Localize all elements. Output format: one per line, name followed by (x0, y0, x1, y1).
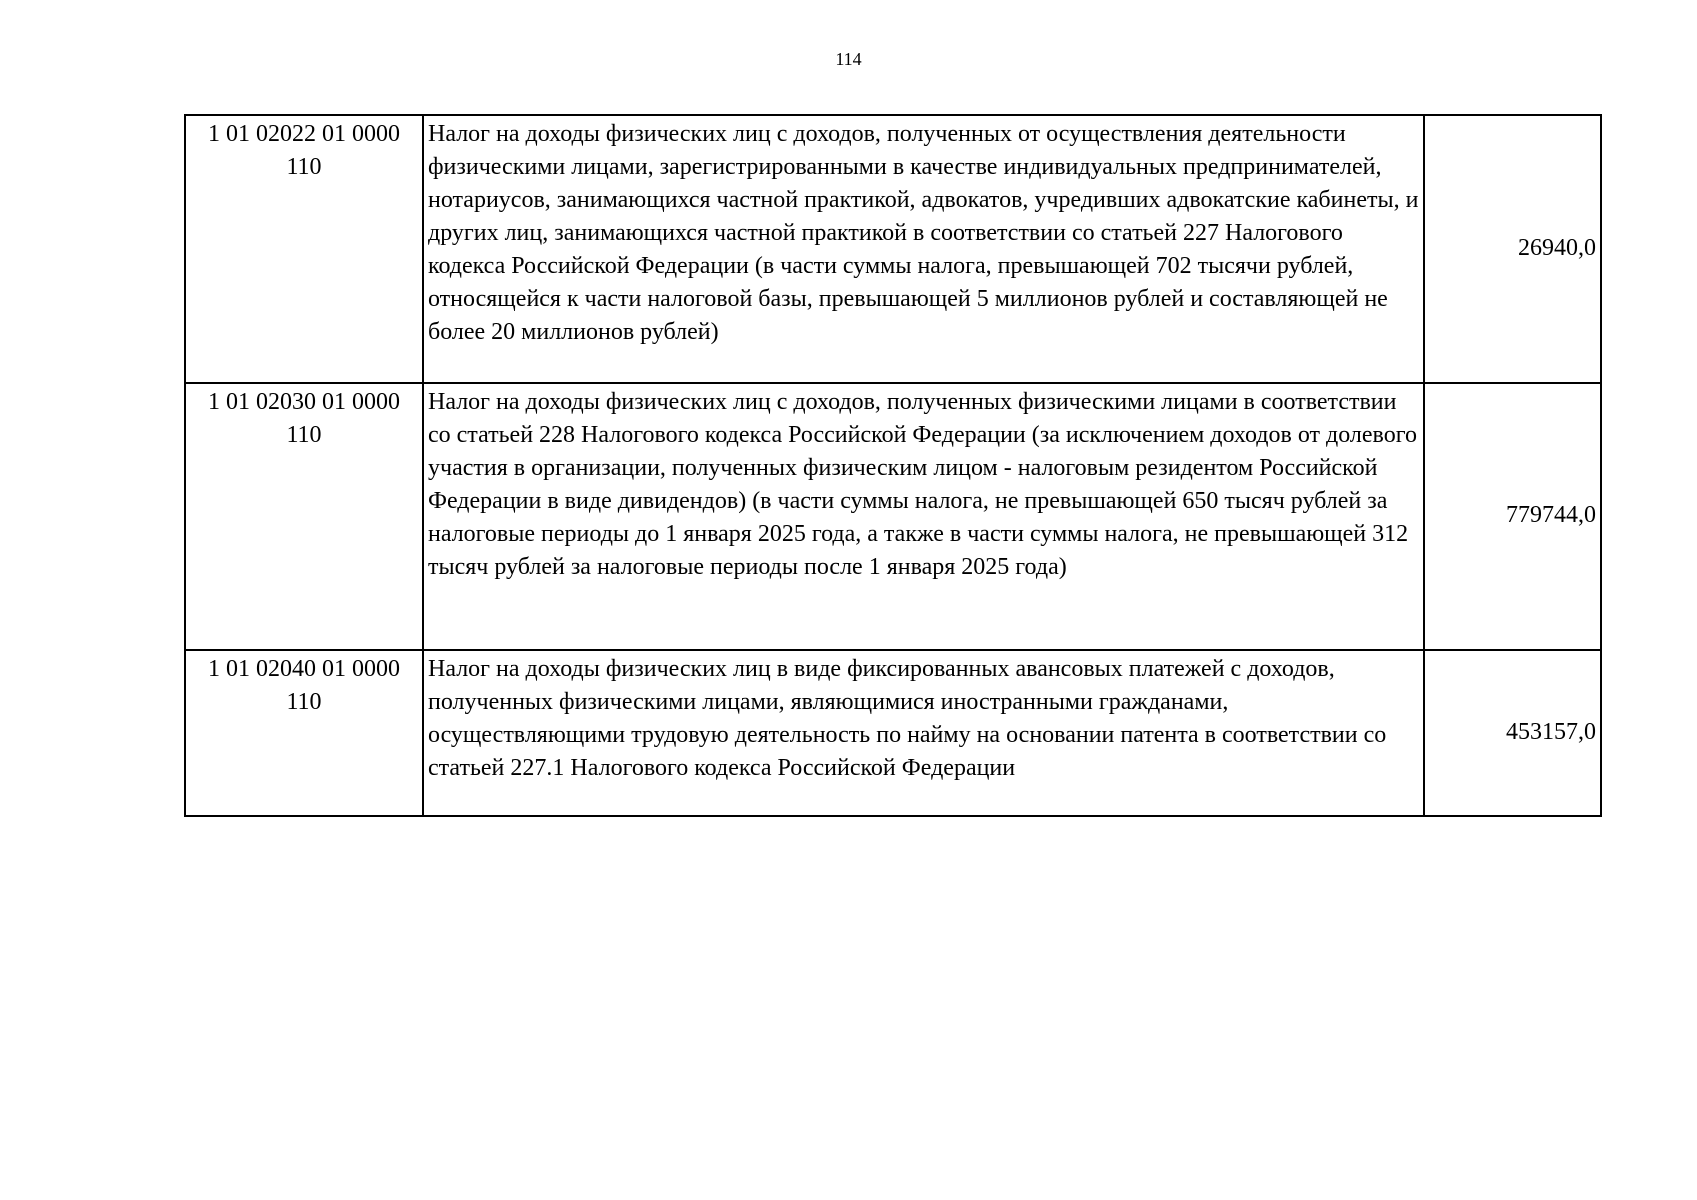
budget-code-cell: 1 01 02022 01 0000 110 (185, 115, 423, 383)
page-number: 114 (835, 49, 862, 69)
description-cell: Налог на доходы физических лиц в виде фиксированных авансовых платежей с доходов, полученных физическими лицами, являющимися иностранными гражданами, осуществляющими трудовую деятельность по найму на основании патента в соответствии со статьей 227.1 Налогового кодекса Российской Федерации (423, 650, 1424, 816)
table-row (185, 650, 1601, 816)
budget-table (184, 114, 1602, 817)
amount-cell: 779744,0 (1424, 383, 1601, 650)
amount-cell: 453157,0 (1424, 650, 1601, 816)
budget-code-cell: 1 01 02040 01 0000 110 (185, 650, 423, 816)
table-row (185, 115, 1601, 383)
budget-code-cell: 1 01 02030 01 0000 110 (185, 383, 423, 650)
description-cell: Налог на доходы физических лиц с доходов, полученных от осуществления деятельности физическими лицами, зарегистрированными в качестве индивидуальных предпринимателей, нотариусов, занимающихся частной практикой, адвокатов, учредивших адвокатские кабинеты, и других лиц, занимающихся частной практикой в соответствии со статьей 227 Налогового кодекса Российской Федерации (в части суммы налога, превышающей 702 тысячи рублей, относящейся к части налоговой базы, превышающей 5 миллионов рублей и составляющей не более 20 миллионов рублей) (423, 115, 1424, 383)
table-row (185, 383, 1601, 650)
description-cell: Налог на доходы физических лиц с доходов, полученных физическими лицами в соответствии со статьей 228 Налогового кодекса Российской Федерации (за исключением доходов от долевого участия в организации, полученных физическим лицом - налоговым резидентом Российской Федерации в виде дивидендов) (в части суммы налога, не превышающей 650 тысяч рублей за налоговые периоды до 1 января 2025 года, а также в части суммы налога, не превышающей 312 тысяч рублей за налоговые периоды после 1 января 2025 года) (423, 383, 1424, 650)
amount-cell: 26940,0 (1424, 115, 1601, 383)
